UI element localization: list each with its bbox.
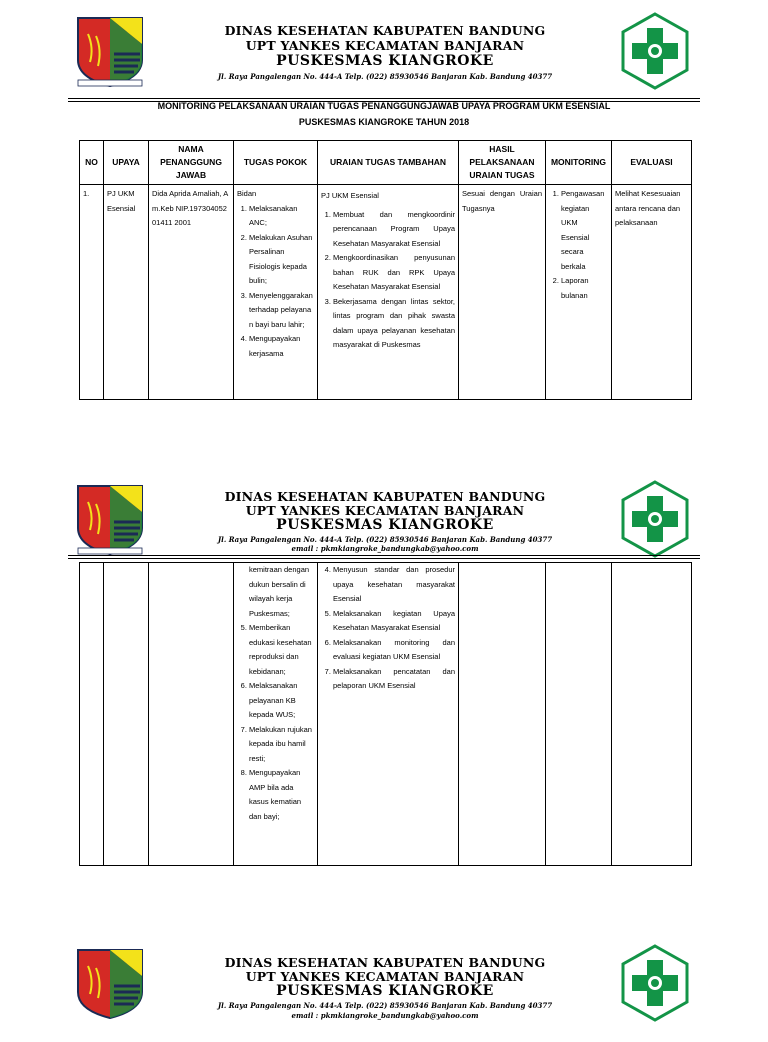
list-item: 1. Membuat dan mengkoordinir perencanaan Program Upaya Kesehatan Masyarakat Esensial: [333, 208, 455, 252]
divider: [68, 558, 700, 559]
address: Jl. Raya Pangalengan No. 444-A Telp. (022) 85930546 Banjaran Kab. Bandung 40377: [217, 535, 553, 544]
list-item: 3. Menyelenggarakan terhadap pelayanan bayi baru lahir;: [249, 289, 314, 333]
list-item: 2. Mengkoordinasikan penyusunan bahan RUK dan RPK Upaya Kesehatan Masyarakat Esensial: [333, 251, 455, 295]
list-item: 6. Melaksanakan monitoring dan evaluasi kegiatan UKM Esensial: [333, 636, 455, 665]
list-item: 8. Mengupayakan AMP bila ada kasus kematian dan bayi;: [249, 766, 314, 824]
list-item: 6. Melaksanakan pelayanan KB kepada WUS;: [249, 679, 314, 723]
header-uraian: URAIAN TUGAS TAMBAHAN: [318, 141, 459, 185]
kabupaten-bandung-emblem-icon: [74, 946, 146, 1020]
unit-name: UPT YANKES KECAMATAN BANJARAN: [245, 38, 525, 53]
list-item: 5. Memberikan edukasi kesehatan reproduksi dan kebidanan;: [249, 621, 314, 679]
cell-evaluasi: [612, 563, 692, 866]
address: Jl. Raya Pangalengan No. 444-A Telp. (022) 85930546 Banjaran Kab. Bandung 40377: [217, 1001, 553, 1010]
puskesmas-logo-icon: [620, 12, 690, 90]
puskesmas-logo-icon: [620, 480, 690, 558]
divider: [68, 98, 700, 99]
cell-nama: [149, 563, 234, 866]
monitoring-table-page2: [79, 562, 692, 866]
letterhead-3: [0, 942, 768, 1042]
address: Jl. Raya Pangalengan No. 444-A Telp. (022) 85930546 Banjaran Kab. Bandung 40377: [217, 72, 553, 81]
cell-tugas-pokok: [234, 185, 318, 400]
kabupaten-bandung-emblem-icon: [74, 482, 146, 556]
letterhead-1: [0, 10, 768, 110]
header-nama: NAMA PENANGGUNG JAWAB: [149, 141, 234, 185]
unit-name: UPT YANKES KECAMATAN BANJARAN: [245, 503, 525, 518]
header-upaya: UPAYA: [104, 141, 149, 185]
cell-monitoring: [546, 185, 612, 400]
puskesmas-name: PUSKESMAS KIANGROKE: [276, 53, 494, 69]
header-monitoring: MONITORING: [546, 141, 612, 185]
header-evaluasi: EVALUASI: [612, 141, 692, 185]
list-item: 7. Melakukan rujukan kepada ibu hamil resti;: [249, 723, 314, 767]
agency-name: DINAS KESEHATAN KABUPATEN BANDUNG: [224, 23, 546, 38]
list-item: 4. Menyusun standar dan prosedur upaya kesehatan masyarakat Esensial: [333, 563, 455, 607]
uraian-intro: PJ UKM Esensial: [321, 191, 379, 200]
puskesmas-name: PUSKESMAS KIANGROKE: [276, 983, 494, 999]
monitoring-table-page1: [79, 140, 692, 400]
header-tugas-pokok: TUGAS POKOK: [234, 141, 318, 185]
agency-name: DINAS KESEHATAN KABUPATEN BANDUNG: [224, 955, 546, 970]
list-item: 2. Melakukan Asuhan Persalinan Fisiologis kepada bulin;: [249, 231, 314, 289]
cell-hasil: [459, 563, 546, 866]
list-item: 4. Mengupayakan kerjasama: [249, 332, 314, 361]
cell-monitoring: [546, 563, 612, 866]
cell-upaya: PJ UKM Esensial: [104, 185, 149, 400]
cell-hasil: Sesuai dengan Uraian Tugasnya: [459, 185, 546, 400]
cell-uraian: [318, 563, 459, 866]
list-item: 2. Laporan bulanan: [561, 274, 608, 303]
kabupaten-bandung-emblem-icon: [74, 14, 146, 88]
list-item: 3. Bekerjasama dengan lintas sektor, lintas program dan pihak swasta dalam upaya pelayanan kesehatan masyarakat di Puskesmas: [333, 295, 455, 353]
cell-tugas-pokok: [234, 563, 318, 866]
header-no: NO: [80, 141, 104, 185]
list-item: 7. Melaksanakan pencatatan dan pelaporan UKM Esensial: [333, 665, 455, 694]
divider: [68, 555, 700, 556]
table-row: [80, 563, 692, 866]
table-row: [80, 185, 692, 400]
cell-upaya: [104, 563, 149, 866]
agency-name: DINAS KESEHATAN KABUPATEN BANDUNG: [224, 489, 546, 504]
tugas-pokok-continued: kemitraan dengan dukun bersalin di wilayah kerja Puskesmas;: [249, 565, 310, 618]
puskesmas-name: PUSKESMAS KIANGROKE: [276, 517, 494, 533]
email: email : pkmkiangroke_bandungkab@yahoo.com: [291, 1011, 479, 1020]
email: email : pkmkiangroke_bandungkab@yahoo.com: [291, 544, 479, 553]
header-hasil: HASIL PELAKSANAAN URAIAN TUGAS: [459, 141, 546, 185]
tugas-pokok-intro: Bidan: [237, 189, 257, 198]
puskesmas-logo-icon: [620, 944, 690, 1022]
list-item: 5. Melaksanakan kegiatan Upaya Kesehatan Masyarakat Esensial: [333, 607, 455, 636]
cell-uraian: [318, 185, 459, 400]
list-item: 1. Melaksanakan ANC;: [249, 202, 314, 231]
document-title: MONITORING PELAKSANAAN URAIAN TUGAS PENANGGUNGJAWAB UPAYA PROGRAM UKM ESENSIAL: [157, 101, 611, 111]
cell-nama: Dida Aprida Amaliah, Am.Keb NIP.19730405201411 2001: [149, 185, 234, 400]
cell-no: 1.: [80, 185, 104, 400]
cell-no: [80, 563, 104, 866]
document-subtitle: PUSKESMAS KIANGROKE TAHUN 2018: [298, 117, 470, 127]
cell-evaluasi: Melihat Kesesuaian antara rencana dan pelaksanaan: [612, 185, 692, 400]
list-item: 1. Pengawasan kegiatan UKM Esensial secara berkala: [561, 187, 608, 274]
unit-name: UPT YANKES KECAMATAN BANJARAN: [245, 969, 525, 984]
